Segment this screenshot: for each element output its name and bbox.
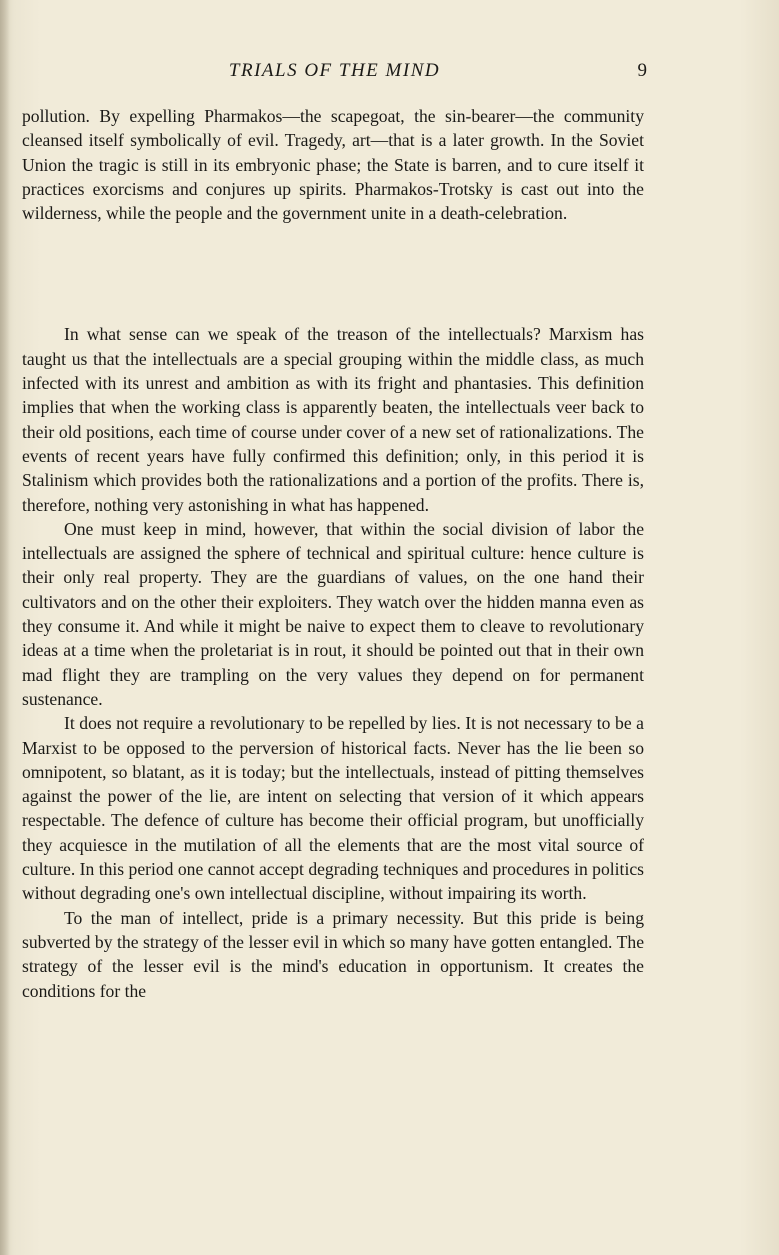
paragraph-5: To the man of intellect, pride is a primary necessity. But this pride is being subverted by the strategy of the lesser evil in which so many have gotten entangled. The strategy of the lesser evil is the mind's education in opportunism. It creates the conditions for the bbox=[22, 907, 644, 1001]
paragraph-1: pollution. By expelling Pharmakos—the scapegoat, the sin-bearer—the community cleansed itself symbolically of evil. Tragedy, art—that is a later growth. In the Soviet Union the tragic is still in its embryonic phase; the State is barren, and to cure itself it practices exorcisms and conjures up spirits. Pharmakos-Trotsky is cast out into the wilderness, while the people and the government unite in a death-celebration. bbox=[22, 106, 644, 224]
section-break bbox=[22, 225, 644, 322]
paragraph-3: One must keep in mind, however, that within the social division of labor the intellectuals are assigned the sphere of technical and spiritual culture: hence culture is their only real property. They are the guardians of values, on the one hand their cultivators and on the other their exploiters. They watch over the hidden manna even as they consume it. And while it might be naive to expect them to cleave to revolutionary ideas at a time when the proletariat is in rout, it should be pointed out that in their own mad flight they are trampling on the very values they depend on for permanent sustenance. bbox=[22, 518, 644, 709]
running-head: TRIALS OF THE MIND bbox=[228, 60, 441, 81]
body-text bbox=[22, 104, 644, 1003]
page-header bbox=[22, 58, 647, 84]
paragraph-2: In what sense can we speak of the treason of the intellectuals? Marxism has taught us that the intellectuals are a special grouping within the middle class, as much infected with its unrest and ambition as with its fright and phantasies. This definition implies that when the working class is apparently beaten, the intellectuals veer back to their old positions, each time of course under cover of a new set of rationalizations. The events of recent years have fully confirmed this definition; only, in this period it is Stalinism which provides both the rationalizations and a portion of the profits. There is, therefore, nothing very astonishing in what has happened. bbox=[22, 324, 644, 515]
paragraph-4: It does not require a revolutionary to be repelled by lies. It is not necessary to be a Marxist to be opposed to the perversion of historical facts. Never has the lie been so omnipotent, so blatant, as it is today; but the intellectuals, instead of pitting themselves against the power of the lie, are intent on selecting that version of it which appears respectable. The defence of culture has become their official program, but unofficially they acquiesce in the mutilation of all the elements that are the most vital source of culture. In this period one cannot accept degrading techniques and procedures in politics without degrading one's own intellectual discipline, without impairing its worth. bbox=[22, 713, 644, 904]
page-spine-shadow bbox=[0, 0, 10, 1255]
page-number: 9 bbox=[637, 60, 647, 81]
